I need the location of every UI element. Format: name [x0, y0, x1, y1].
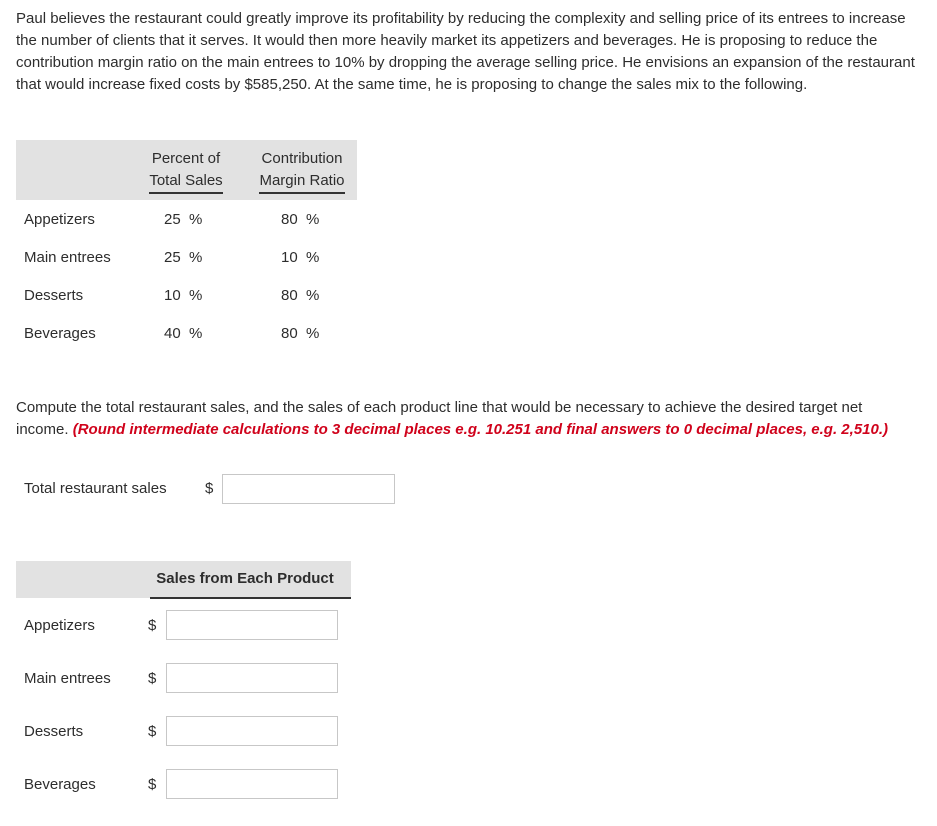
mix-row-pct — [164, 211, 202, 228]
cm-value: 10 — [281, 249, 298, 266]
cm-value: 80 — [281, 325, 298, 342]
sales-row-label: Beverages — [24, 776, 96, 793]
problem-description: Paul believes the restaurant could greatly improve its profitability by reducing the complexity and selling price of its entrees to increase the number of clients that it serves. It would then more heavily market its appetizers and beverages. He is proposing to reduce the contribution margin ratio on the main entrees to 10% by dropping the average selling price. He envisions an expansion of the restaurant that would increase fixed costs by $585,250. At the same time, he is proposing to change the sales mix to the following. — [16, 10, 915, 93]
pct-value: 40 — [164, 325, 181, 342]
col-header-cm-line2: Margin Ratio — [259, 170, 344, 194]
mix-row-pct — [164, 325, 202, 342]
cm-unit: % — [306, 249, 320, 266]
col-header-percent-line2: Total Sales — [149, 170, 222, 194]
sales-main-entrees-input[interactable] — [166, 663, 338, 693]
cm-unit: % — [306, 325, 320, 342]
sales-row-currency: $ — [148, 723, 157, 740]
cm-unit: % — [306, 211, 320, 228]
mix-row-cm — [281, 211, 319, 228]
col-header-percent — [140, 148, 232, 194]
mix-row-cm — [281, 287, 319, 304]
sales-row-label: Desserts — [24, 723, 84, 740]
mix-row-pct — [164, 249, 202, 266]
pct-value: 25 — [164, 211, 181, 228]
sales-desserts-input[interactable] — [166, 716, 338, 746]
mix-row-cm — [281, 249, 319, 266]
sales-appetizers-input[interactable] — [166, 610, 338, 640]
sales-row-currency: $ — [148, 670, 157, 687]
sales-row-label: Appetizers — [24, 617, 95, 634]
pct-value: 25 — [164, 249, 181, 266]
total-sales-label: Total restaurant sales — [24, 480, 167, 497]
pct-unit: % — [189, 287, 203, 304]
instruction-main: Compute the total restaurant sales, and the sales of each product line that would be necessary to achieve the desired target net income. — [16, 399, 863, 438]
rounding-hint: (Round intermediate calculations to 3 decimal places e.g. 10.251 and final answers to 0 decimal places, e.g. 2,510.) — [72, 421, 889, 438]
total-sales-currency: $ — [205, 480, 214, 497]
pct-unit: % — [189, 325, 203, 342]
cm-unit: % — [306, 287, 320, 304]
sales-beverages-input[interactable] — [166, 769, 338, 799]
col-header-cm — [250, 148, 354, 194]
total-sales-input[interactable] — [222, 474, 395, 504]
cm-value: 80 — [281, 287, 298, 304]
sales-row-currency: $ — [148, 617, 157, 634]
mix-row-label: Main entrees — [24, 249, 111, 266]
pct-unit: % — [189, 211, 203, 228]
col-header-cm-line1: Contribution — [261, 150, 343, 167]
instruction-text — [16, 397, 916, 441]
pct-value: 10 — [164, 287, 181, 304]
sales-header-underline — [150, 597, 351, 599]
mix-row-label: Beverages — [24, 325, 96, 342]
mix-row-pct — [164, 287, 202, 304]
pct-unit: % — [189, 249, 203, 266]
mix-row-label: Desserts — [24, 287, 84, 304]
sales-row-currency: $ — [148, 776, 157, 793]
sales-header: Sales from Each Product — [156, 570, 334, 587]
mix-row-label: Appetizers — [24, 211, 95, 228]
cm-value: 80 — [281, 211, 298, 228]
col-header-percent-line1: Percent of — [151, 150, 221, 167]
sales-row-label: Main entrees — [24, 670, 111, 687]
mix-row-cm — [281, 325, 319, 342]
